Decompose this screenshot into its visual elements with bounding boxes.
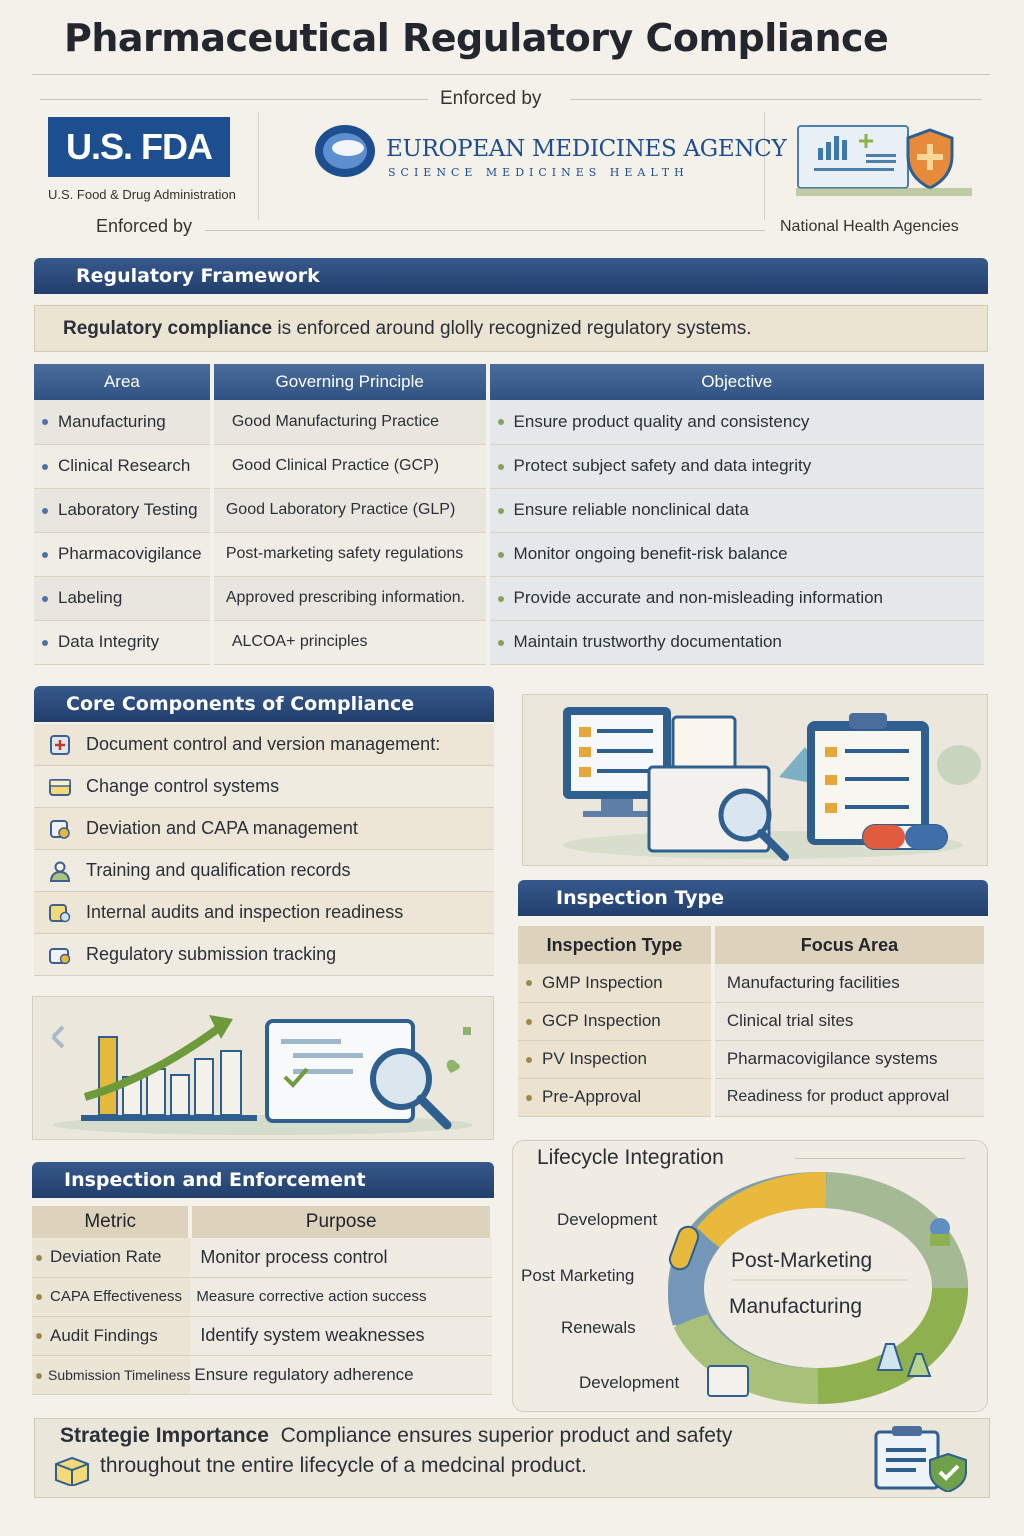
divider: [570, 99, 982, 100]
core-components-list: [34, 724, 494, 976]
box-icon: [52, 1456, 92, 1486]
table-row: [34, 488, 986, 532]
document-icon: [48, 733, 72, 757]
objective-cell: Ensure reliable nonclinical data: [513, 500, 749, 519]
objective-cell: Monitor ongoing benefit-risk balance: [513, 544, 788, 563]
purpose-cell: Monitor process control: [190, 1238, 492, 1277]
principle-cell: Good Manufacturing Practice: [212, 400, 488, 444]
list-item: [34, 766, 494, 808]
list-item: [34, 892, 494, 934]
purpose-cell: Ensure regulatory adherence: [190, 1355, 492, 1394]
divider: [40, 99, 428, 100]
inspection-banner: Inspection Type: [518, 880, 988, 916]
core-item-label: Deviation and CAPA management: [86, 818, 358, 838]
framework-table: [34, 364, 988, 665]
inspection-type-cell: PV Inspection: [542, 1049, 647, 1068]
col-header-area: Area: [34, 364, 212, 400]
footer-bold: Strategie Importance: [60, 1424, 269, 1447]
principle-cell: Approved prescribing information.: [212, 576, 488, 620]
area-cell: Pharmacovigilance: [58, 544, 202, 563]
core-item-label: Training and qualification records: [86, 860, 351, 880]
principle-cell: Good Clinical Practice (GCP): [212, 444, 488, 488]
purpose-cell: Identify system weaknesses: [190, 1316, 492, 1355]
intro-bold: Regulatory compliance: [63, 318, 273, 339]
table-row: [32, 1355, 492, 1394]
folder-icon: [48, 775, 72, 799]
table-row: [34, 576, 986, 620]
fda-logo: U.S. FDA: [48, 117, 230, 177]
principle-cell: Good Laboratory Practice (GLP): [212, 488, 488, 532]
checklist-illustration-icon: [523, 695, 989, 867]
audit-icon: [48, 901, 72, 925]
compliance-illustration: [522, 694, 988, 866]
fda-subtitle: U.S. Food & Drug Administration: [48, 187, 236, 202]
enforced-by-label: Enforced by: [96, 216, 193, 236]
list-item: [34, 724, 494, 766]
metric-cell: Deviation Rate: [50, 1247, 162, 1267]
col-header-principle: Governing Principle: [212, 364, 488, 400]
list-item: [34, 808, 494, 850]
focus-area-cell: Pharmacovigilance systems: [713, 1040, 986, 1078]
col-header-inspection-type: Inspection Type: [518, 926, 713, 964]
focus-area-cell: Readiness for product approval: [713, 1078, 986, 1116]
area-cell: Laboratory Testing: [58, 500, 198, 519]
table-row: [34, 532, 986, 576]
metric-cell: Submission Timeliness: [48, 1366, 191, 1383]
list-item: [34, 850, 494, 892]
focus-area-cell: Manufacturing facilities: [713, 964, 986, 1002]
framework-banner: Regulatory Framework: [34, 258, 988, 294]
lifecycle-title: Lifecycle Integration: [537, 1146, 724, 1169]
table-row: [518, 1002, 986, 1040]
table-row: [518, 1078, 986, 1116]
area-cell: Data Integrity: [58, 632, 160, 651]
ema-name: EUROPEAN MEDICINES AGENCY: [386, 136, 787, 162]
col-header-purpose: Purpose: [190, 1206, 492, 1238]
lifecycle-label: Development: [557, 1210, 658, 1229]
table-row: [518, 1040, 986, 1078]
principle-cell: Post-marketing safety regulations: [212, 532, 488, 576]
inspection-type-cell: Pre-Approval: [542, 1087, 642, 1106]
metric-cell: CAPA Effectiveness: [50, 1288, 183, 1305]
lifecycle-stage: Post-Marketing: [731, 1249, 873, 1272]
intro-text: is enforced around glolly recognized regulatory systems.: [272, 318, 752, 339]
objective-cell: Ensure product quality and consistency: [513, 411, 810, 431]
enforced-by-label: Enforced by: [440, 88, 542, 109]
focus-area-cell: Clinical trial sites: [713, 1002, 986, 1040]
col-header-metric: Metric: [32, 1206, 190, 1238]
lifecycle-ring-icon: [650, 1170, 980, 1406]
divider: [258, 112, 259, 220]
person-icon: [48, 859, 72, 883]
lifecycle-label: Development: [579, 1373, 680, 1392]
framework-intro: [34, 305, 988, 352]
principle-cell: ALCOA+ principles: [212, 620, 488, 664]
footer-line-2: throughout tne entire lifecycle of a medcinal product.: [100, 1454, 587, 1477]
enforcement-banner: Inspection and Enforcement: [32, 1162, 494, 1198]
table-row: [518, 964, 986, 1002]
core-item-label: Regulatory submission tracking: [86, 944, 337, 964]
divider: [764, 112, 765, 220]
health-dashboard-icon: [796, 122, 976, 200]
metric-cell: Audit Findings: [50, 1325, 158, 1345]
inspection-table: [518, 926, 988, 1117]
objective-cell: Maintain trustworthy documentation: [513, 632, 782, 651]
national-health-agencies-label: National Health Agencies: [780, 218, 959, 235]
metrics-table: [32, 1206, 494, 1395]
growth-chart-illustration-icon: [33, 997, 495, 1141]
area-cell: Labeling: [58, 588, 123, 607]
table-row: [32, 1316, 492, 1355]
capa-icon: [48, 817, 72, 841]
table-row: [34, 620, 986, 664]
core-item-label: Document control and version management:: [86, 734, 441, 754]
lifecycle-label: Renewals: [561, 1318, 636, 1337]
col-header-focus-area: Focus Area: [713, 926, 986, 964]
purpose-cell: Measure corrective action success: [190, 1277, 492, 1316]
divider: [205, 230, 765, 231]
core-banner: Core Components of Compliance: [34, 686, 494, 722]
core-item-label: Change control systems: [86, 776, 280, 796]
list-item: [34, 934, 494, 976]
divider: [795, 1158, 965, 1159]
table-row: [34, 444, 986, 488]
table-row: [34, 400, 986, 444]
title-divider: [32, 74, 990, 75]
lifecycle-label: Post Marketing: [521, 1266, 635, 1285]
metrics-illustration: [32, 996, 494, 1140]
table-row: [32, 1238, 492, 1277]
footer-line-1: [60, 1424, 732, 1448]
ema-tagline: SCIENCE MEDICINES HEALTH: [388, 166, 689, 179]
col-header-objective: Objective: [488, 364, 986, 400]
ema-logo-icon: [314, 124, 376, 178]
inspection-type-cell: GCP Inspection: [542, 1011, 661, 1030]
objective-cell: Protect subject safety and data integrity: [513, 456, 812, 475]
area-cell: Clinical Research: [58, 456, 191, 475]
table-row: [32, 1277, 492, 1316]
inspection-type-cell: GMP Inspection: [542, 972, 663, 992]
page-title: Pharmaceutical Regulatory Compliance: [64, 16, 889, 60]
core-item-label: Internal audits and inspection readiness: [86, 902, 404, 922]
footer-text: Compliance ensures superior product and safety: [280, 1424, 733, 1447]
clipboard-shield-icon: [868, 1426, 978, 1492]
area-cell: Manufacturing: [58, 411, 166, 431]
objective-cell: Provide accurate and non-misleading information: [513, 588, 884, 607]
submission-icon: [48, 943, 72, 967]
lifecycle-stage: Manufacturing: [729, 1295, 863, 1318]
